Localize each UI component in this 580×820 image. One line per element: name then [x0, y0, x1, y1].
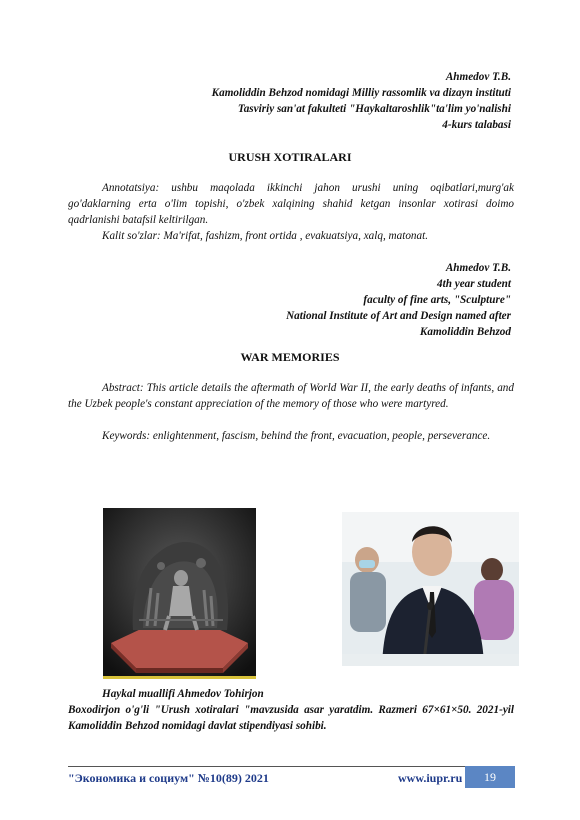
- affiliation-en-line4: Kamoliddin Behzod: [419, 326, 511, 338]
- author-uz: Ahmedov T.B.: [445, 71, 511, 83]
- affiliation-en-line3: National Institute of Art and Design named after: [286, 310, 511, 322]
- page-number: 19: [465, 766, 515, 788]
- title-en: WAR MEMORIES: [240, 350, 340, 364]
- sculpture-photo: [103, 508, 256, 679]
- footer-url[interactable]: www.iupr.ru: [398, 771, 463, 785]
- author-photo-illustration: [342, 512, 519, 666]
- affiliation-uz-line3: 4-kurs talabasi: [442, 119, 511, 131]
- caption-line2: Boxodirjon o'g'li "Urush xotiralari "mavzusida asar yaratdim. Razmeri 67×61×50. 2021-yil Kamoliddin Behzod nomidagi davlat stipendiyasi sohibi.: [68, 704, 514, 732]
- affiliation-uz-line1: Kamoliddin Behzod nomidagi Milliy rassomlik va dizayn instituti: [211, 87, 511, 99]
- title-uz: URUSH XOTIRALARI: [228, 150, 352, 164]
- sculpture-illustration: [103, 508, 256, 679]
- keywords-uz: [68, 228, 514, 244]
- footer-journal: "Экономика и социум" №10(89) 2021: [68, 771, 269, 785]
- footer-divider: [68, 766, 515, 767]
- author-en: Ahmedov T.B.: [445, 262, 511, 274]
- abstract-en: [68, 380, 514, 412]
- keywords-uz-text: Kalit so'zlar: Ma'rifat, fashizm, front ortida , evakuatsiya, xalq, matonat.: [102, 230, 429, 242]
- keywords-en: [68, 428, 514, 444]
- keywords-en-text: Keywords: enlightenment, fascism, behind the front, evacuation, people, perseverance.: [102, 430, 491, 442]
- affiliation-uz-line2: Tasviriy san'at fakulteti "Haykaltaroshlik"ta'lim yo'nalishi: [237, 103, 511, 115]
- affiliation-en-line2: faculty of fine arts, "Sculpture": [363, 294, 511, 306]
- caption-line1: Haykal muallifi Ahmedov Tohirjon: [102, 688, 264, 700]
- annotation-uz-text: Annotatsiya: ushbu maqolada ikkinchi jahon urushi uning oqibatlari,murg'ak go'daklarning erta o'lim topishi, o'zbek xalqining shahid ketgan insonlar xotirasi doimo qadrlanishi batafsil keltirilgan.: [68, 182, 514, 226]
- abstract-en-text: Abstract: This article details the aftermath of World War II, the early deaths of infants, and the Uzbek people's constant appreciation of the memory of those who were martyred.: [68, 382, 514, 410]
- author-photo: [342, 512, 519, 666]
- annotation-uz: [68, 180, 514, 228]
- affiliation-en-line1: 4th year student: [437, 278, 511, 290]
